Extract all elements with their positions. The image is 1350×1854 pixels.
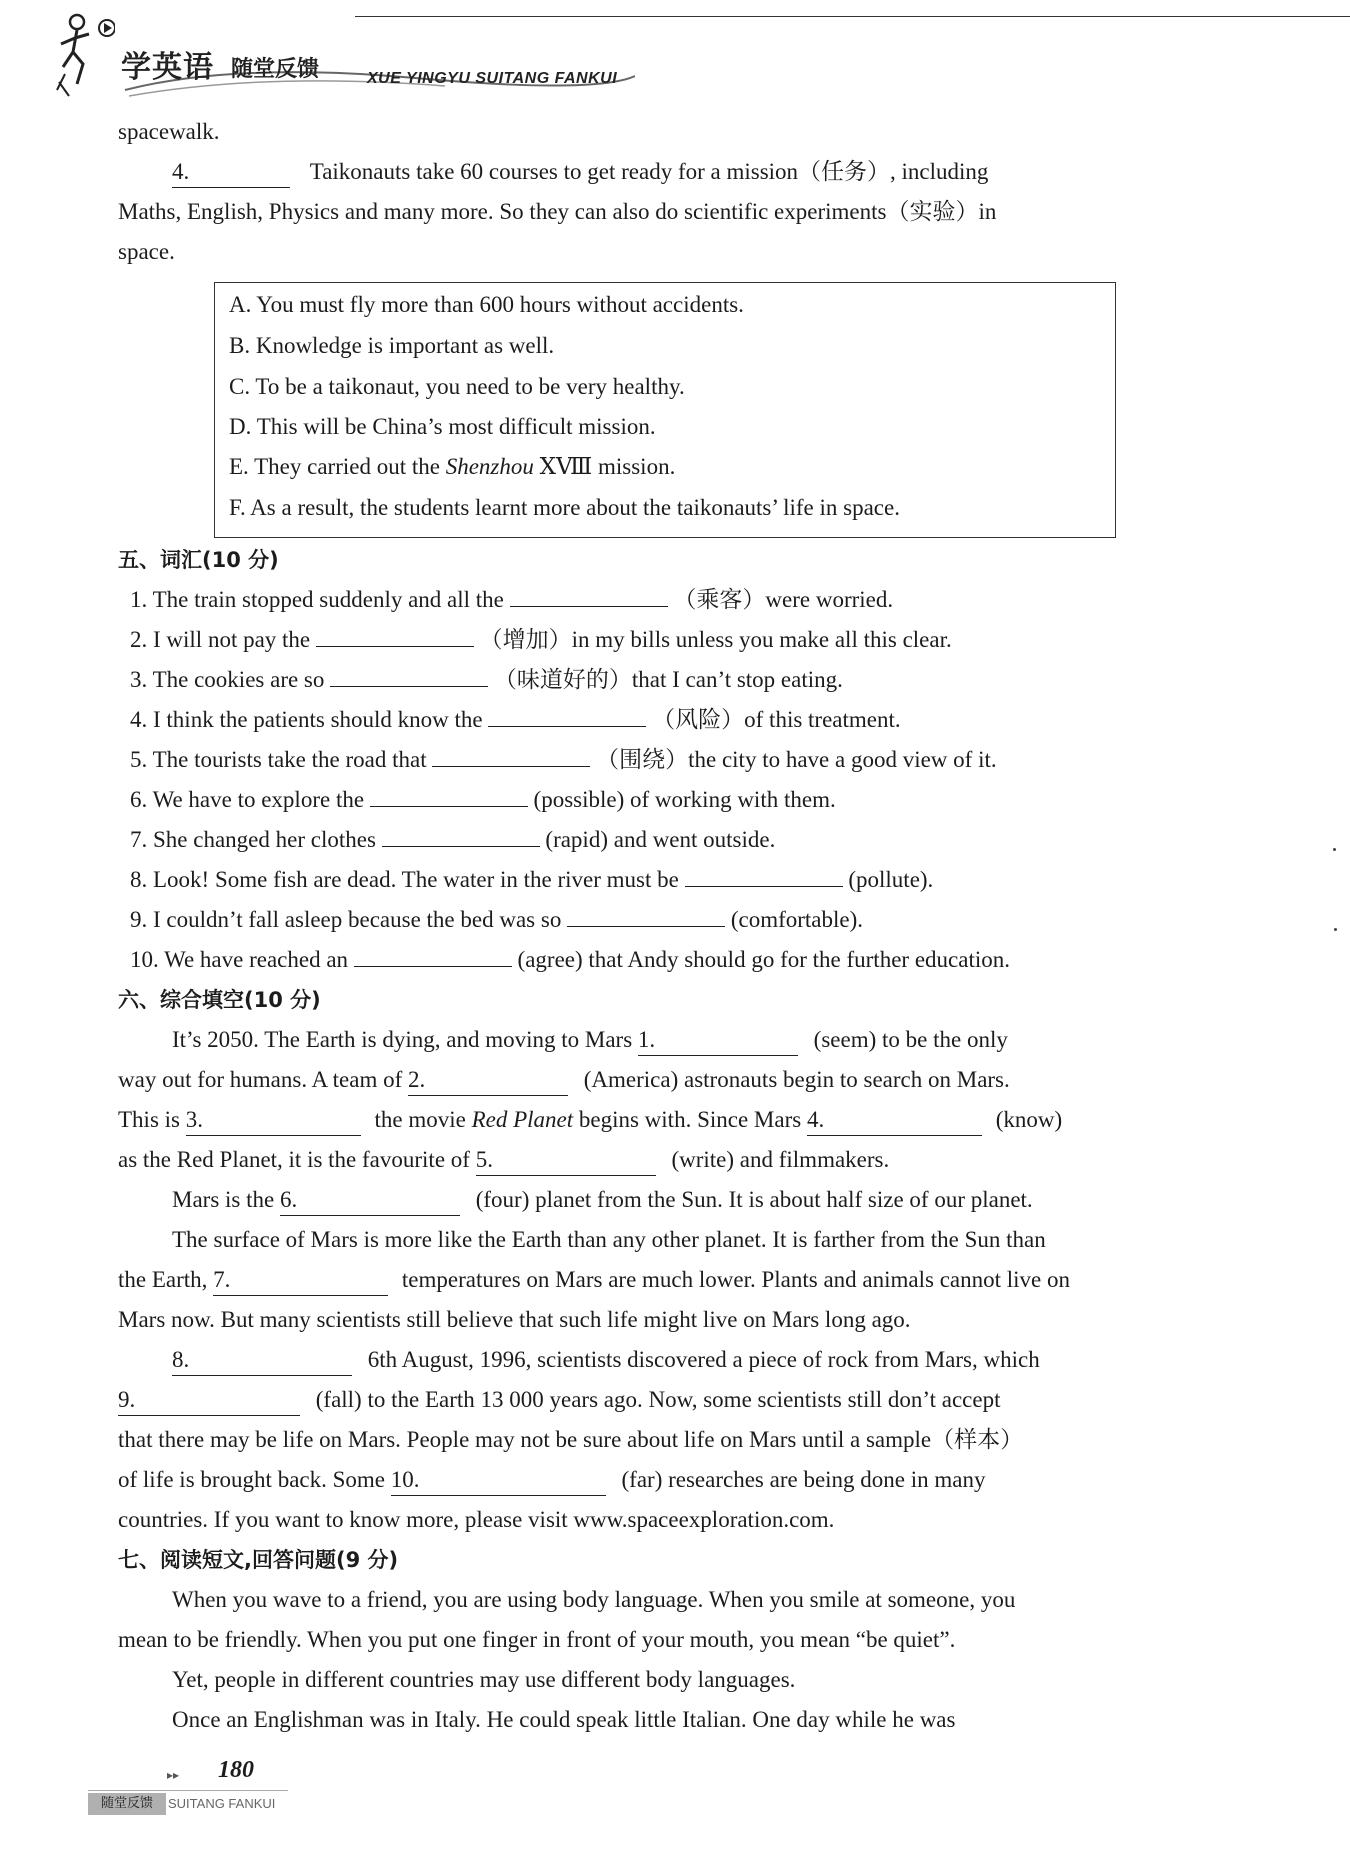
vocab-item [130,820,775,860]
cloze-line [172,1340,1216,1380]
answer-blank[interactable] [354,940,512,967]
text-span: It’s 2050. The Earth is dying, and moving to Mars [172,1027,633,1052]
cloze-line [118,1140,1216,1180]
answer-blank[interactable] [510,580,668,607]
text-span: This is [118,1107,180,1132]
section-5-heading [118,540,279,580]
answer-blank[interactable]: 2. [408,1065,568,1096]
footer-tag-en: SUITANG FANKUI [168,1796,276,1811]
header-title-en: XUE YINGYU SUITANG FANKUI [367,70,618,87]
answer-blank[interactable] [567,900,725,927]
text-span: The cookies are so [152,667,325,692]
text-span: (write) and filmmakers. [671,1147,890,1172]
text-span: (possible) of working with them. [533,787,836,812]
section-7-heading [118,1540,398,1580]
header-title-cn: 学英语 [121,50,214,85]
cloze-line [118,1100,1216,1140]
option-f: F. As a result, the students learnt more about the taikonauts’ life in space. [229,495,900,520]
options-box [214,282,1116,538]
answer-blank[interactable] [382,820,540,847]
answer-blank[interactable]: 8. [172,1345,352,1376]
text-line: space. [118,239,175,264]
footer-tag: 随堂反馈 [88,1793,166,1815]
text-line: Yet, people in different countries may use different body languages. [172,1667,796,1692]
margin-dot [1334,928,1337,931]
text-line: Once an Englishman was in Italy. He could speak little Italian. One day while he was [172,1707,956,1732]
text-span: （增加）in my bills unless you make all this clear. [479,627,952,652]
option-d: D. This will be China’s most difficult mission. [229,414,656,439]
text-span: (comfortable). [730,907,864,932]
text-span: Taikonauts take 60 courses to get ready for a mission（任务）, including [309,159,989,184]
answer-blank[interactable] [370,780,528,807]
cloze-line [118,1460,1216,1500]
text-line: Maths, English, Physics and many more. So they can also do scientific experiments（实验）in [118,199,997,224]
item-number: 2. [130,627,148,652]
movie-title: Red Planet [471,1107,574,1132]
text-span: way out for humans. A team of [118,1067,403,1092]
option-a: A. You must fly more than 600 hours without accidents. [229,292,744,317]
text-line: When you wave to a friend, you are using body language. When you smile at someone, you [172,1587,1016,1612]
option-b: B. Knowledge is important as well. [229,333,555,358]
text-span: (seem) to be the only [813,1027,1008,1052]
text-span: (agree) that Andy should go for the further education. [517,947,1010,972]
text-span: The train stopped suddenly and all the [152,587,504,612]
answer-blank[interactable] [316,620,474,647]
answer-blank[interactable]: 3. [186,1105,361,1136]
item-number: 4. [130,707,148,732]
cloze-line [172,1020,1216,1060]
text-span: I think the patients should know the [153,707,483,732]
text-span: (far) researches are being done in many [621,1467,986,1492]
answer-blank[interactable]: 5. [476,1145,656,1176]
text-span: I will not pay the [153,627,311,652]
answer-blank[interactable]: 4. [172,157,290,188]
vocab-item [130,660,843,700]
text-span: (fall) to the Earth 13 000 years ago. Now, some scientists still don’t accept [315,1387,1001,1412]
text-span: The tourists take the road that [152,747,427,772]
item-number: 9. [130,907,148,932]
section-title: 六、综合填空 [118,988,244,1012]
vocab-item [130,580,893,620]
item-number: 1. [130,587,148,612]
cloze-line [118,1060,1216,1100]
runner-logo-icon [55,12,115,102]
vocab-item [130,940,1010,980]
text-span: （风险）of this treatment. [652,707,901,732]
text-line: The surface of Mars is more like the Earth than any other planet. It is farther from the Sun than [172,1227,1046,1252]
section-title: 五、词汇 [118,548,202,572]
text-span: as the Red Planet, it is the favourite of [118,1147,470,1172]
footer-arrows-icon: ▸▸ [167,1768,180,1782]
option-c: C. To be a taikonaut, you need to be very healthy. [229,374,685,399]
text-line: that there may be life on Mars. People may not be sure about life on Mars until a sample（样本） [118,1427,1024,1452]
text-span: temperatures on Mars are much lower. Plants and animals cannot live on [401,1267,1070,1292]
text-line: Mars now. But many scientists still believe that such life might live on Mars long ago. [118,1307,911,1332]
margin-dot [1333,848,1336,851]
section-score: (10 分) [202,548,279,572]
text-span: She changed her clothes [153,827,376,852]
text-line: countries. If you want to know more, please visit www.spaceexploration.com. [118,1507,835,1532]
item-number: 3. [130,667,148,692]
page-number: 180 [218,1757,254,1783]
text-span: (know) [995,1107,1063,1132]
vocab-item [130,620,952,660]
option-e [229,447,675,487]
item-number: 7. [130,827,148,852]
section-6-heading [118,980,321,1020]
section-title: 七、阅读短文,回答问题 [118,1548,336,1572]
text-line: mean to be friendly. When you put one finger in front of your mouth, you mean “be quiet”. [118,1627,956,1652]
section-score: (9 分) [335,1548,399,1572]
text-span: (four) planet from the Sun. It is about half size of our planet. [475,1187,1033,1212]
answer-blank[interactable]: 1. [638,1025,798,1056]
page-header [55,12,1335,102]
cloze-line [118,1380,1216,1420]
footer-rule [88,1790,288,1791]
answer-blank[interactable]: 10. [391,1465,606,1496]
text-span: E. They carried out the [229,454,446,479]
answer-blank[interactable] [488,700,646,727]
cloze-line [172,1180,1216,1220]
item-number: 8. [130,867,148,892]
answer-blank[interactable]: 6. [280,1185,460,1216]
text-span: (America) astronauts begin to search on Mars. [583,1067,1010,1092]
text-span: begins with. Since Mars [578,1107,802,1132]
vocab-item [130,780,836,820]
text-span: I couldn’t fall asleep because the bed was so [153,907,562,932]
header-rule [355,16,1350,17]
header-subtitle-cn: 随堂反馈 [231,57,320,82]
text-span: Look! Some fish are dead. The water in the river must be [153,867,679,892]
answer-blank[interactable] [330,660,488,687]
text-span: We have to explore the [152,787,365,812]
italic-span: Shenzhou [445,454,534,479]
text-span: （乘客）were worried. [673,587,894,612]
text-span: of life is brought back. Some [118,1467,386,1492]
vocab-item [130,900,863,940]
text-span: (pollute). [848,867,934,892]
text-span: （围绕）the city to have a good view of it. [596,747,997,772]
answer-blank[interactable] [685,860,843,887]
text-span: the Earth, [118,1267,208,1292]
answer-blank[interactable]: 9. [118,1385,300,1416]
section-score: (10 分) [244,988,321,1012]
text-span: We have reached an [164,947,349,972]
item-number: 10. [130,947,159,972]
answer-blank[interactable] [432,740,590,767]
text-span: （味道好的）that I can’t stop eating. [493,667,843,692]
text-span: mission. [592,454,676,479]
vocab-item [130,740,997,780]
text-span: ⅩⅧ [533,454,593,479]
text-span: Mars is the [172,1187,275,1212]
item-number: 6. [130,787,148,812]
question-4 [172,152,1216,192]
answer-blank[interactable]: 7. [213,1265,388,1296]
text-span: the movie [374,1107,466,1132]
vocab-item [130,860,933,900]
text-line: spacewalk. [118,119,220,144]
item-number: 5. [130,747,148,772]
text-span: (rapid) and went outside. [545,827,776,852]
cloze-line [118,1260,1216,1300]
text-span: 6th August, 1996, scientists discovered a piece of rock from Mars, which [367,1347,1040,1372]
vocab-item [130,700,901,740]
answer-blank[interactable]: 4. [807,1105,982,1136]
